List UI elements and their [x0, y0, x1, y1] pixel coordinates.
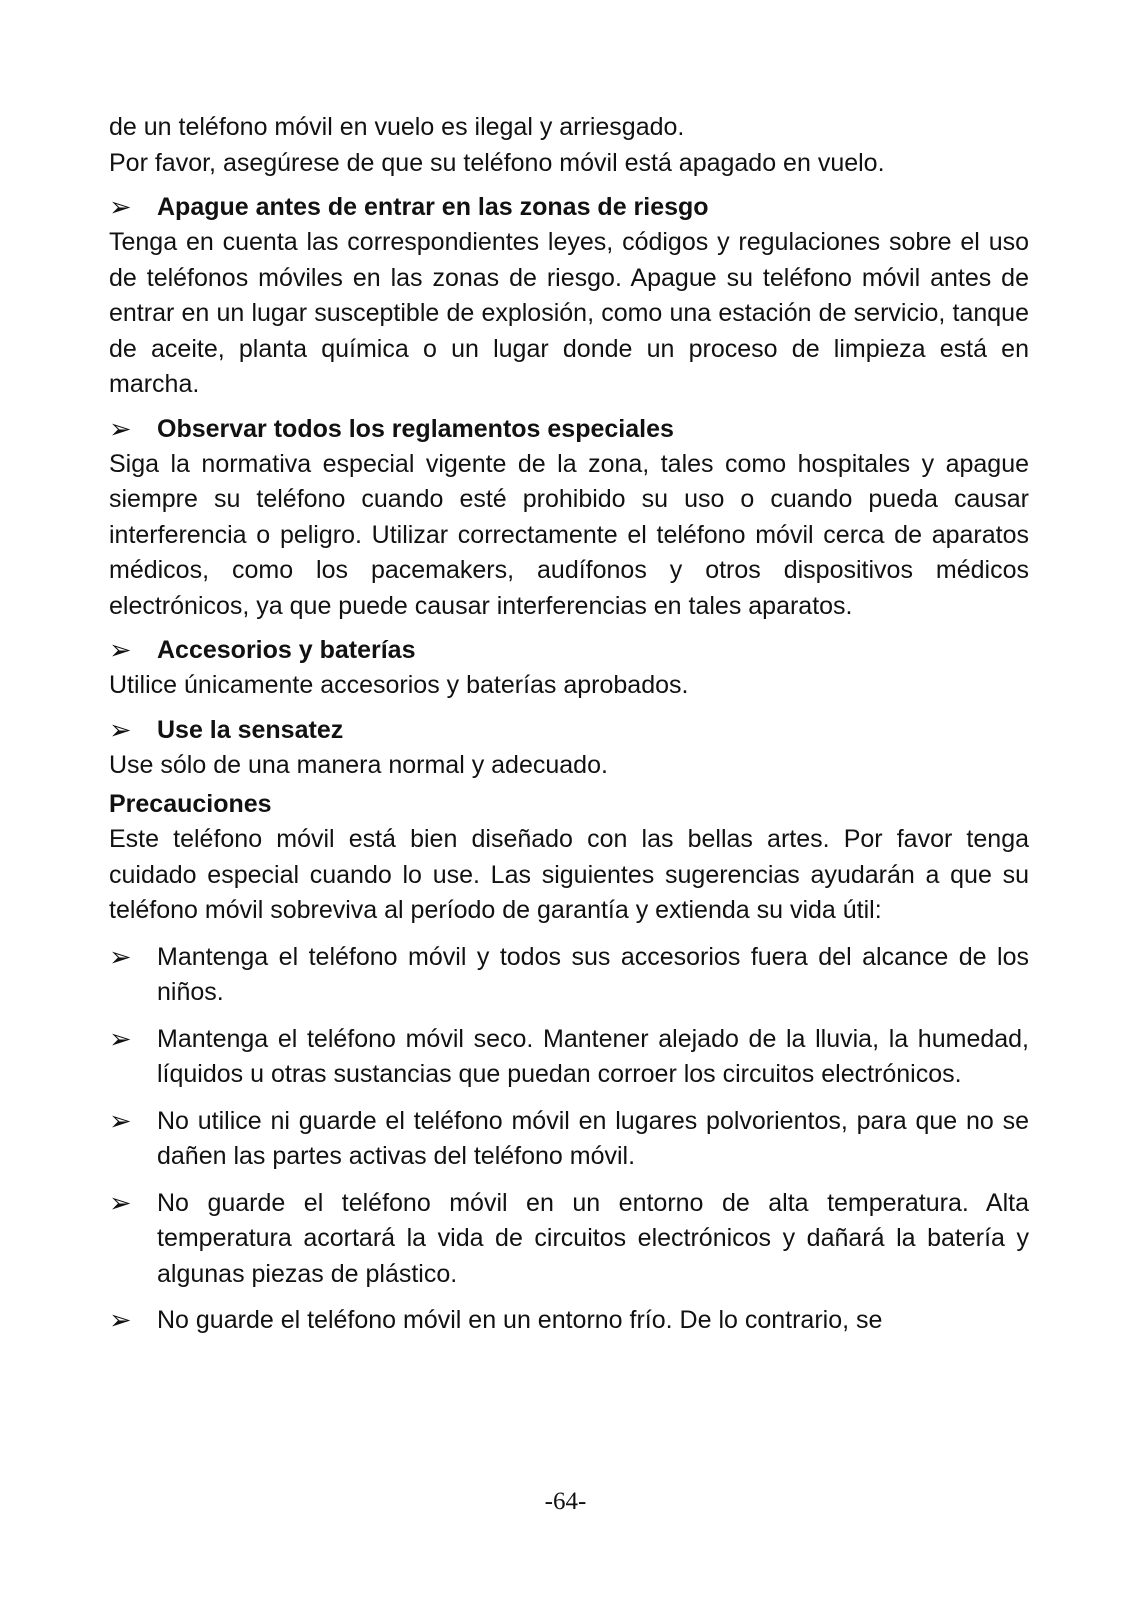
- section-body-common-sense: Use sólo de una manera normal y adecuado.: [109, 750, 608, 779]
- section-heading-text: Apague antes de entrar en las zonas de riesgo: [157, 193, 709, 221]
- arrow-bullet-icon: ➢: [109, 1023, 132, 1054]
- precaution-item: [109, 940, 1029, 1011]
- arrow-bullet-icon: ➢: [109, 1305, 132, 1335]
- precaution-item-text: Mantenga el teléfono móvil y todos sus accesorios fuera del alcance de los niños.: [157, 942, 1029, 1006]
- arrow-bullet-icon: ➢: [109, 192, 132, 222]
- precaution-item-text: Mantenga el teléfono móvil seco. Mantener alejado de la lluvia, la humedad, líquidos u otras sustancias que puedan corroer los circuitos electrónicos.: [157, 1024, 1029, 1088]
- precaution-item-text: No guarde el teléfono móvil en un entorno frío. De lo contrario, se: [157, 1306, 883, 1334]
- section-body-accessories: Utilice únicamente accesorios y baterías aprobados.: [109, 671, 689, 699]
- precaution-item: [109, 1186, 1029, 1293]
- section-heading-text: Observar todos los reglamentos especiales: [157, 414, 674, 443]
- section-body-risk-zones: Tenga en cuenta las correspondientes leyes, códigos y regulaciones sobre el uso de teléfonos móviles en las zonas de riesgo. Apague su teléfono móvil antes de entrar en un lugar susceptible de explosión, como una estación de servicio, tanque de aceite, planta química o un lugar donde un proceso de limpieza está en marcha.: [109, 228, 1029, 398]
- arrow-bullet-icon: ➢: [109, 1187, 132, 1218]
- arrow-bullet-icon: ➢: [109, 941, 132, 972]
- section-heading-common-sense: [109, 713, 1029, 748]
- precaution-item-text: No guarde el teléfono móvil en un entorno de alta temperatura. Alta temperatura acortará la vida de circuitos electrónicos y dañará la batería y algunas piezas de plástico.: [157, 1188, 1029, 1288]
- document-page: [109, 110, 1029, 1339]
- precaution-item-text: No utilice ni guarde el teléfono móvil en lugares polvorientos, para que no se dañen las partes activas del teléfono móvil.: [157, 1106, 1029, 1170]
- section-heading-risk-zones: [109, 190, 1029, 225]
- arrow-bullet-icon: ➢: [109, 714, 132, 745]
- page-number: -64-: [544, 1488, 587, 1515]
- precautions-heading: Precauciones: [109, 790, 272, 818]
- section-body-special-regulations: Siga la normativa especial vigente de la zona, tales como hospitales y apague siempre su teléfono cuando esté prohibido su uso o cuando pueda causar interferencia o peligro. Utilizar correctamente el teléfono móvil cerca de aparatos médicos, como los pacemakers, audífonos y otros dispositivos médicos electrónicos, ya que puede causar interferencias en tales aparatos.: [109, 449, 1029, 620]
- intro-line-1: de un teléfono móvil en vuelo es ilegal y arriesgado.: [109, 113, 685, 141]
- precaution-item: [109, 1104, 1029, 1175]
- section-heading-text: Accesorios y baterías: [157, 636, 416, 664]
- arrow-bullet-icon: ➢: [109, 1105, 132, 1136]
- precaution-item: [109, 1303, 1029, 1339]
- section-heading-special-regulations: [109, 412, 1029, 447]
- arrow-bullet-icon: ➢: [109, 413, 132, 444]
- intro-line-2: Por favor, asegúrese de que su teléfono móvil está apagado en vuelo.: [109, 148, 885, 177]
- precaution-item: [109, 1022, 1029, 1093]
- section-heading-text: Use la sensatez: [157, 715, 344, 744]
- arrow-bullet-icon: ➢: [109, 635, 132, 665]
- section-heading-accessories: [109, 633, 1029, 668]
- precautions-body: Este teléfono móvil está bien diseñado con las bellas artes. Por favor tenga cuidado especial cuando lo use. Las siguientes sugerencias ayudarán a que su teléfono móvil sobreviva al período de garantía y extienda su vida útil:: [109, 825, 1029, 924]
